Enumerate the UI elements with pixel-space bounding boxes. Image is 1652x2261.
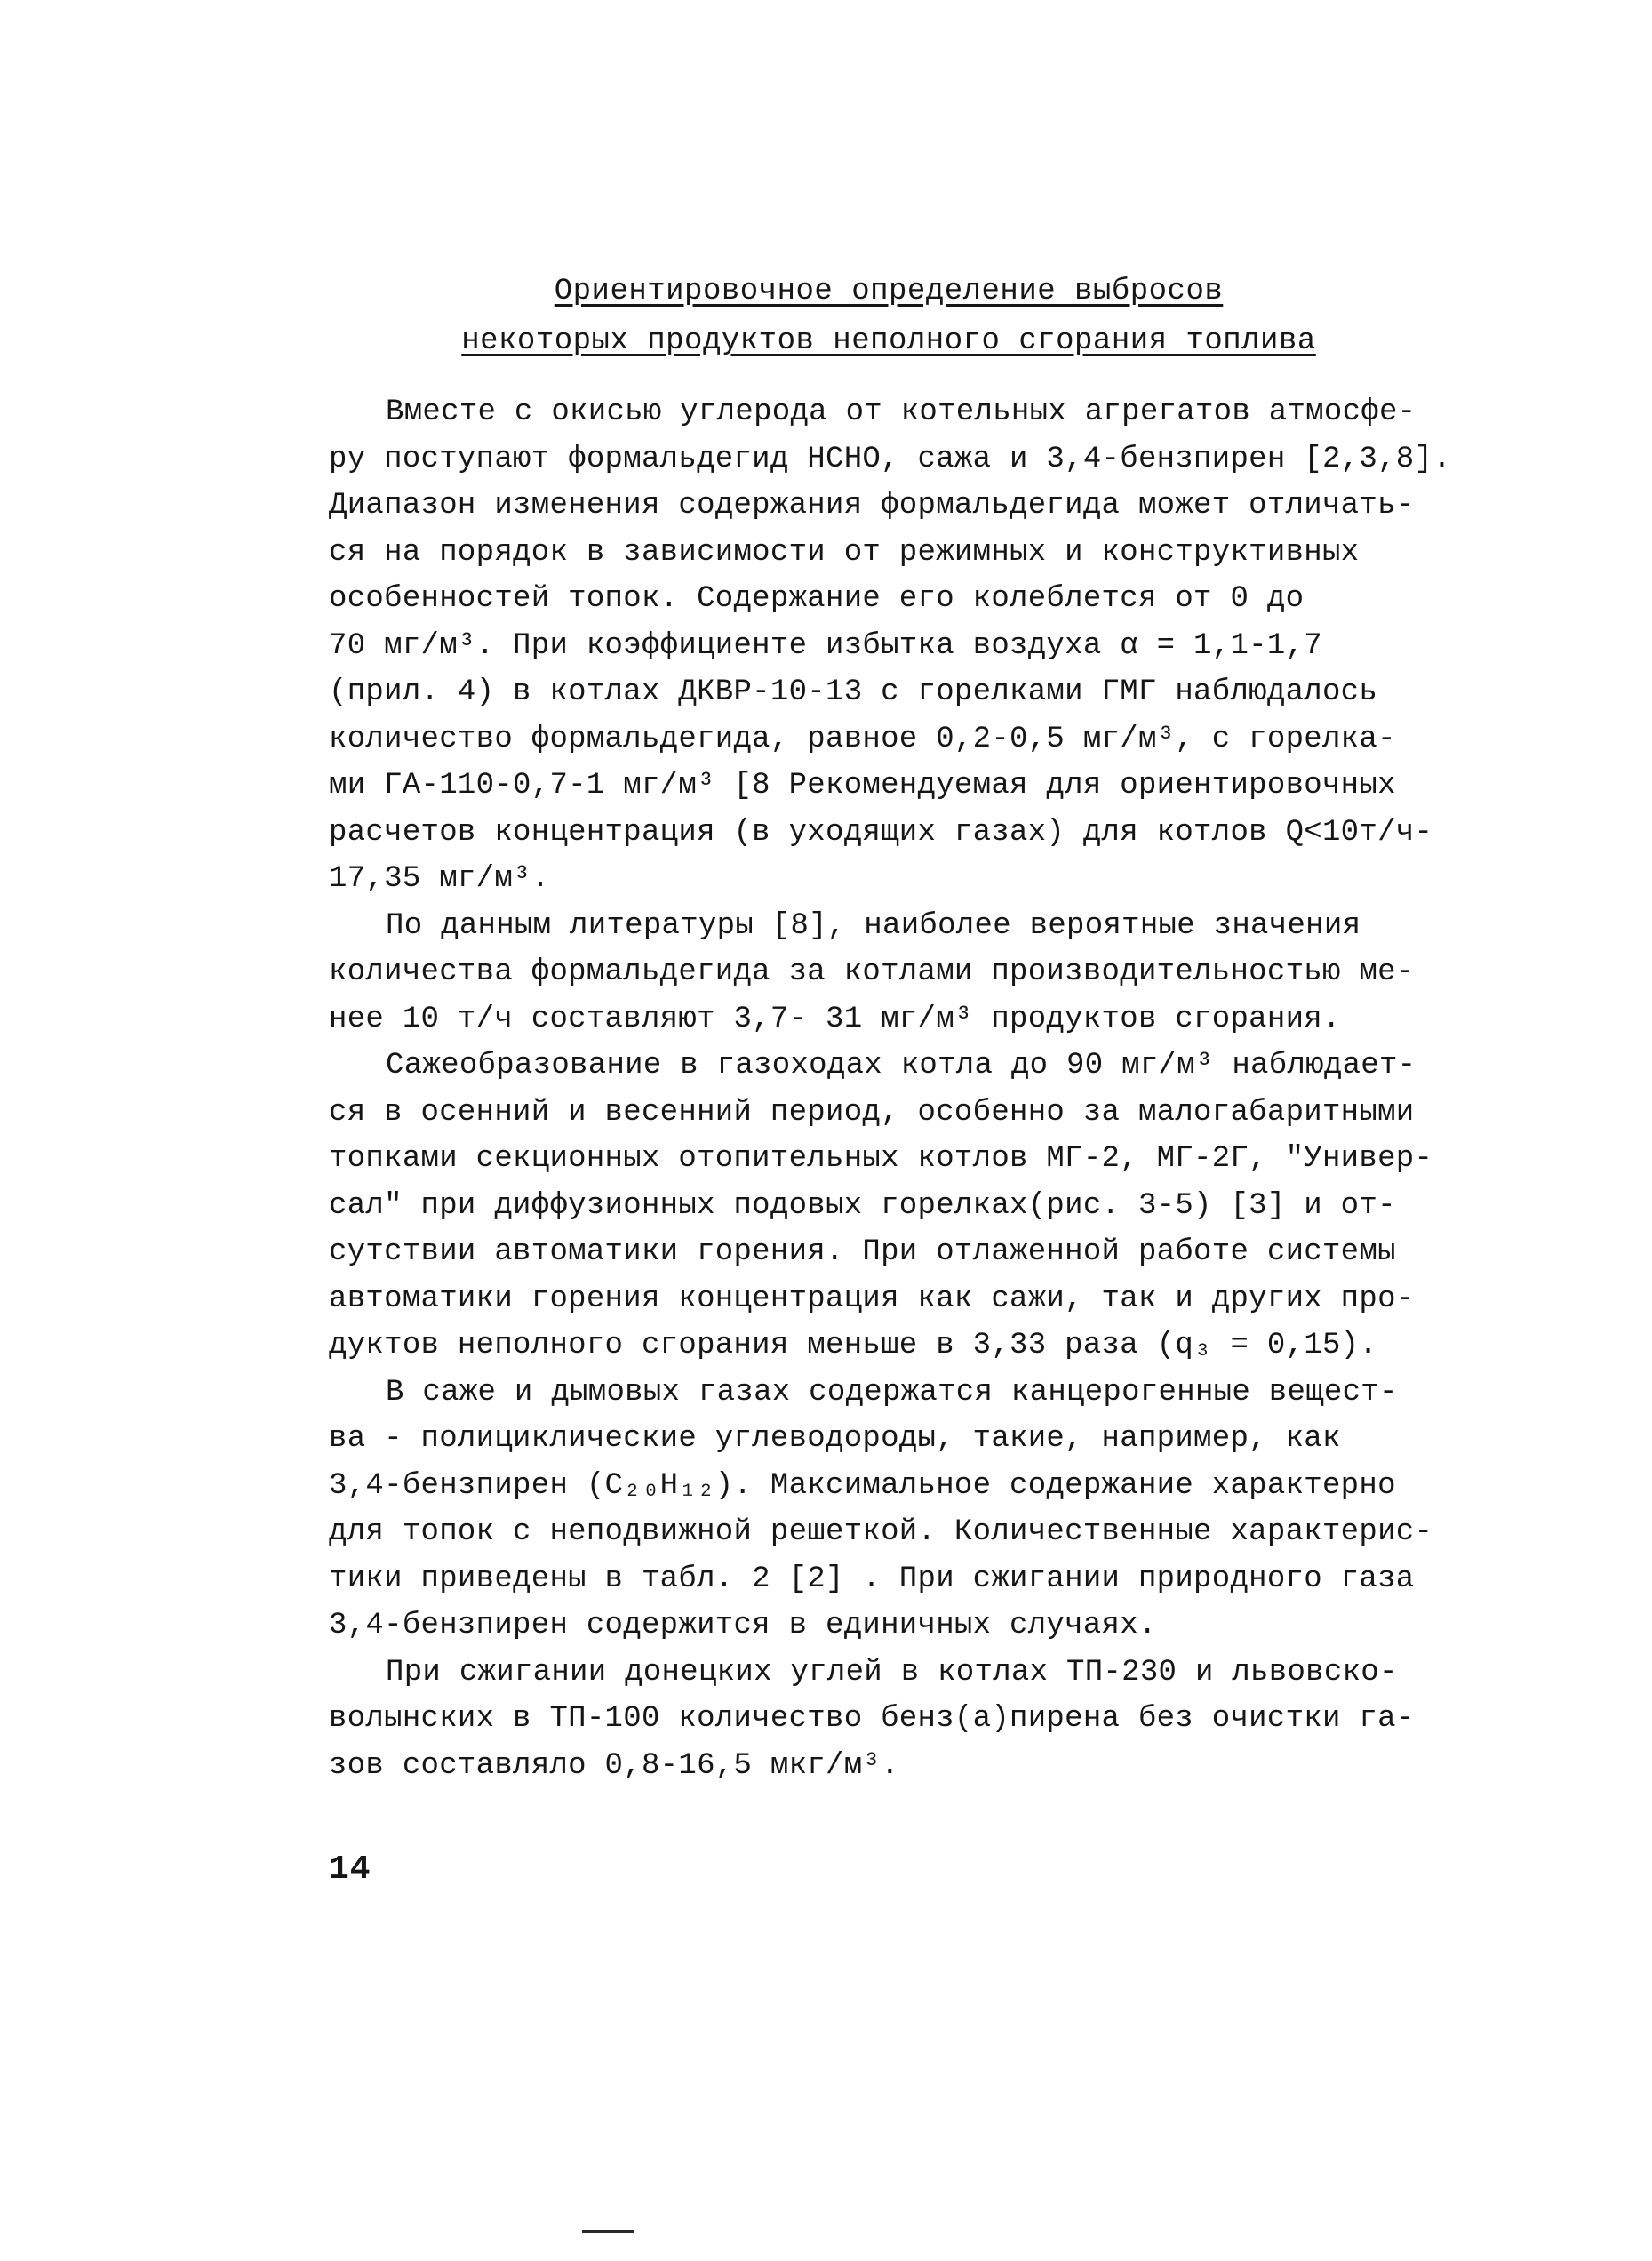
page-number: 14 bbox=[329, 1850, 371, 1889]
text-line: 3,4-бензпирен (C₂₀H₁₂). Максимальное содержание характерно bbox=[329, 1468, 1396, 1503]
text-line: (прил. 4) в котлах ДКВР-10-13 с горелками ГМГ наблюдалось bbox=[329, 675, 1378, 709]
body-text bbox=[329, 389, 1484, 1789]
text-line: расчетов концентрация (в уходящих газах) для котлов Q<10т/ч- bbox=[329, 815, 1433, 850]
text-line: зов составляло 0,8-16,5 мкг/м³. bbox=[329, 1748, 899, 1783]
paragraph bbox=[329, 389, 1484, 903]
text-line: Диапазон изменения содержания формальдегида может отличать- bbox=[329, 489, 1415, 523]
footer-rule bbox=[582, 2230, 634, 2233]
text-line: При сжигании донецких углей в котлах ТП-230 и львовско- bbox=[386, 1655, 1398, 1690]
text-line: 17,35 мг/м³. bbox=[329, 862, 550, 896]
text-line: По данным литературы [8], наиболее вероятные значения bbox=[386, 908, 1361, 943]
paragraph bbox=[329, 903, 1484, 1043]
text-line: 70 мг/м³. При коэффициенте избытка воздуха α = 1,1-1,7 bbox=[329, 628, 1322, 663]
text-line: для топок с неподвижной решеткой. Количественные характерис- bbox=[329, 1515, 1433, 1549]
paragraph bbox=[329, 1043, 1484, 1370]
text-line: 3,4-бензпирен содержится в единичных случаях. bbox=[329, 1609, 1157, 1642]
text-line: сутствии автоматики горения. При отлаженной работе системы bbox=[329, 1235, 1396, 1269]
text-line: ми ГА-110-0,7-1 мг/м³ [8 Рекомендуемая для ориентировочных bbox=[329, 769, 1396, 803]
text-line: ся в осенний и весенний период, особенно за малогабаритными bbox=[329, 1095, 1415, 1130]
text-line: Сажеобразование в газоходах котла до 90 мг/м³ наблюдает- bbox=[386, 1049, 1417, 1083]
text-line: количество формальдегида, равное 0,2-0,5 мг/м³, с горелка- bbox=[329, 722, 1396, 756]
heading-line: некоторых продуктов неполного сгорания топлива bbox=[461, 324, 1316, 358]
text-line: Вместе с окисью углерода от котельных агрегатов атмосфе- bbox=[386, 395, 1417, 429]
paragraph bbox=[329, 1650, 1484, 1790]
text-line: автоматики горения концентрация как сажи, так и других про- bbox=[329, 1282, 1415, 1316]
text-line: тики приведены в табл. 2 [2] . При сжигании природного газа bbox=[329, 1562, 1415, 1596]
text-line: дуктов неполного сгорания меньше в 3,33 раза (q₃ = 0,15). bbox=[329, 1329, 1378, 1362]
heading-line: Ориентировочное определение выбросов bbox=[554, 275, 1224, 308]
text-line: ва - полициклические углеводороды, такие, например, как bbox=[329, 1422, 1341, 1456]
text-line: количества формальдегида за котлами производительностью ме- bbox=[329, 955, 1415, 989]
text-line: В саже и дымовых газах содержатся канцерогенные вещест- bbox=[386, 1375, 1398, 1410]
text-line: ся на порядок в зависимости от режимных и конструктивных bbox=[329, 535, 1360, 570]
text-line: нее 10 т/ч составляют 3,7- 31 мг/м³ продуктов сгорания. bbox=[329, 1002, 1341, 1036]
text-line: ру поступают формальдегид НСНО, сажа и 3,4-бензпирен [2,3,8]. bbox=[329, 442, 1451, 476]
paragraph bbox=[329, 1370, 1484, 1650]
section-heading bbox=[391, 267, 1386, 366]
text-line: топками секционных отопительных котлов МГ-2, МГ-2Г, "Универ- bbox=[329, 1142, 1433, 1176]
text-line: особенностей топок. Содержание его колеблется от 0 до bbox=[329, 582, 1305, 616]
text-line: волынских в ТП-100 количество бенз(а)пирена без очистки га- bbox=[329, 1702, 1415, 1736]
text-line: сал" при диффузионных подовых горелках(рис. 3-5) [3] и от- bbox=[329, 1188, 1396, 1223]
